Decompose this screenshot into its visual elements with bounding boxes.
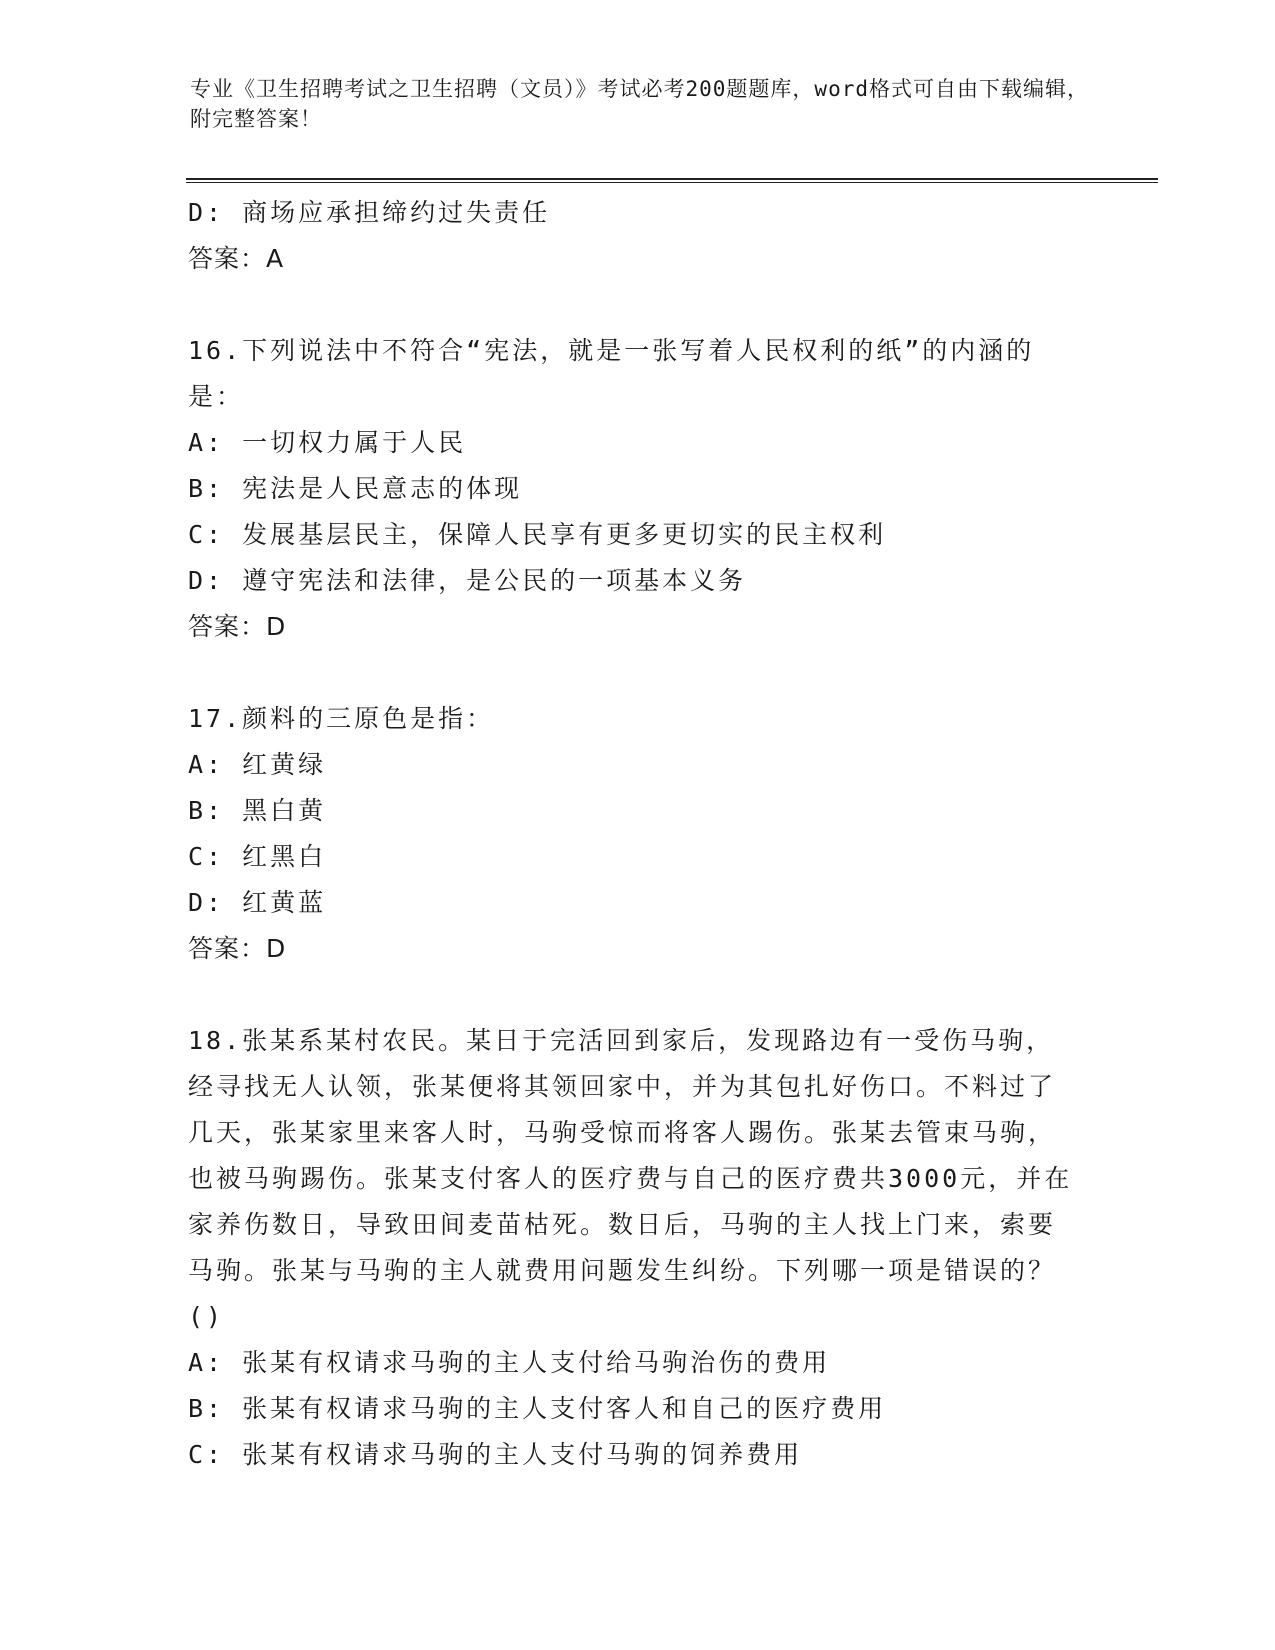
question-17 bbox=[188, 696, 1088, 972]
q18-option-b: B: 张某有权请求马驹的主人支付客人和自己的医疗费用 bbox=[188, 1394, 887, 1423]
q17-option-a: A: 红黄绿 bbox=[188, 750, 327, 779]
q16-option-a: A: 一切权力属于人民 bbox=[188, 428, 467, 457]
q16-option-d: D: 遵守宪法和法律，是公民的一项基本义务 bbox=[188, 566, 747, 595]
q18-option-c: C: 张某有权请求马驹的主人支付马驹的饲养费用 bbox=[188, 1440, 803, 1469]
q18-option-a: A: 张某有权请求马驹的主人支付给马驹治伤的费用 bbox=[188, 1348, 831, 1377]
q18-stem: 18.张某系某村农民。某日于完活回到家后，发现路边有一受伤马驹，经寻找无人认领，张某便将其领回家中，并为其包扎好伤口。不料过了几天，张某家里来客人时，马驹受惊而将客人踢伤。张某去管束马驹，也被马驹踢伤。张某支付客人的医疗费与自己的医疗费共3000元，并在家养伤数日，导致田间麦苗枯死。数日后，马驹的主人找上门来，索要马驹。张某与马驹的主人就费用问题发生纠纷。下列哪一项是错误的？() bbox=[188, 1026, 1073, 1331]
question-15 bbox=[188, 190, 1088, 282]
q15-answer: 答案：A bbox=[188, 244, 285, 273]
q16-answer: 答案：D bbox=[188, 612, 287, 641]
page-header: 专业《卫生招聘考试之卫生招聘（文员）》考试必考200题题库，word格式可自由下载编辑，附完整答案！ bbox=[190, 77, 1089, 131]
header-divider bbox=[186, 178, 1158, 183]
q17-stem: 17.颜料的三原色是指： bbox=[188, 704, 495, 733]
question-list bbox=[188, 190, 1088, 1478]
q17-answer: 答案：D bbox=[188, 934, 287, 963]
q16-stem: 16.下列说法中不符合“宪法，就是一张写着人民权利的纸”的内涵的是： bbox=[188, 336, 1035, 411]
spacer bbox=[188, 650, 1088, 696]
q17-option-b: B: 黑白黄 bbox=[188, 796, 327, 825]
q15-option-d: D: 商场应承担缔约过失责任 bbox=[188, 198, 551, 227]
q16-option-b: B: 宪法是人民意志的体现 bbox=[188, 474, 523, 503]
q17-option-c: C: 红黑白 bbox=[188, 842, 327, 871]
q16-option-c: C: 发展基层民主，保障人民享有更多更切实的民主权利 bbox=[188, 520, 887, 549]
question-16 bbox=[188, 328, 1088, 650]
q17-option-d: D: 红黄蓝 bbox=[188, 888, 327, 917]
spacer bbox=[188, 972, 1088, 1018]
spacer bbox=[188, 282, 1088, 328]
question-18 bbox=[188, 1018, 1088, 1478]
